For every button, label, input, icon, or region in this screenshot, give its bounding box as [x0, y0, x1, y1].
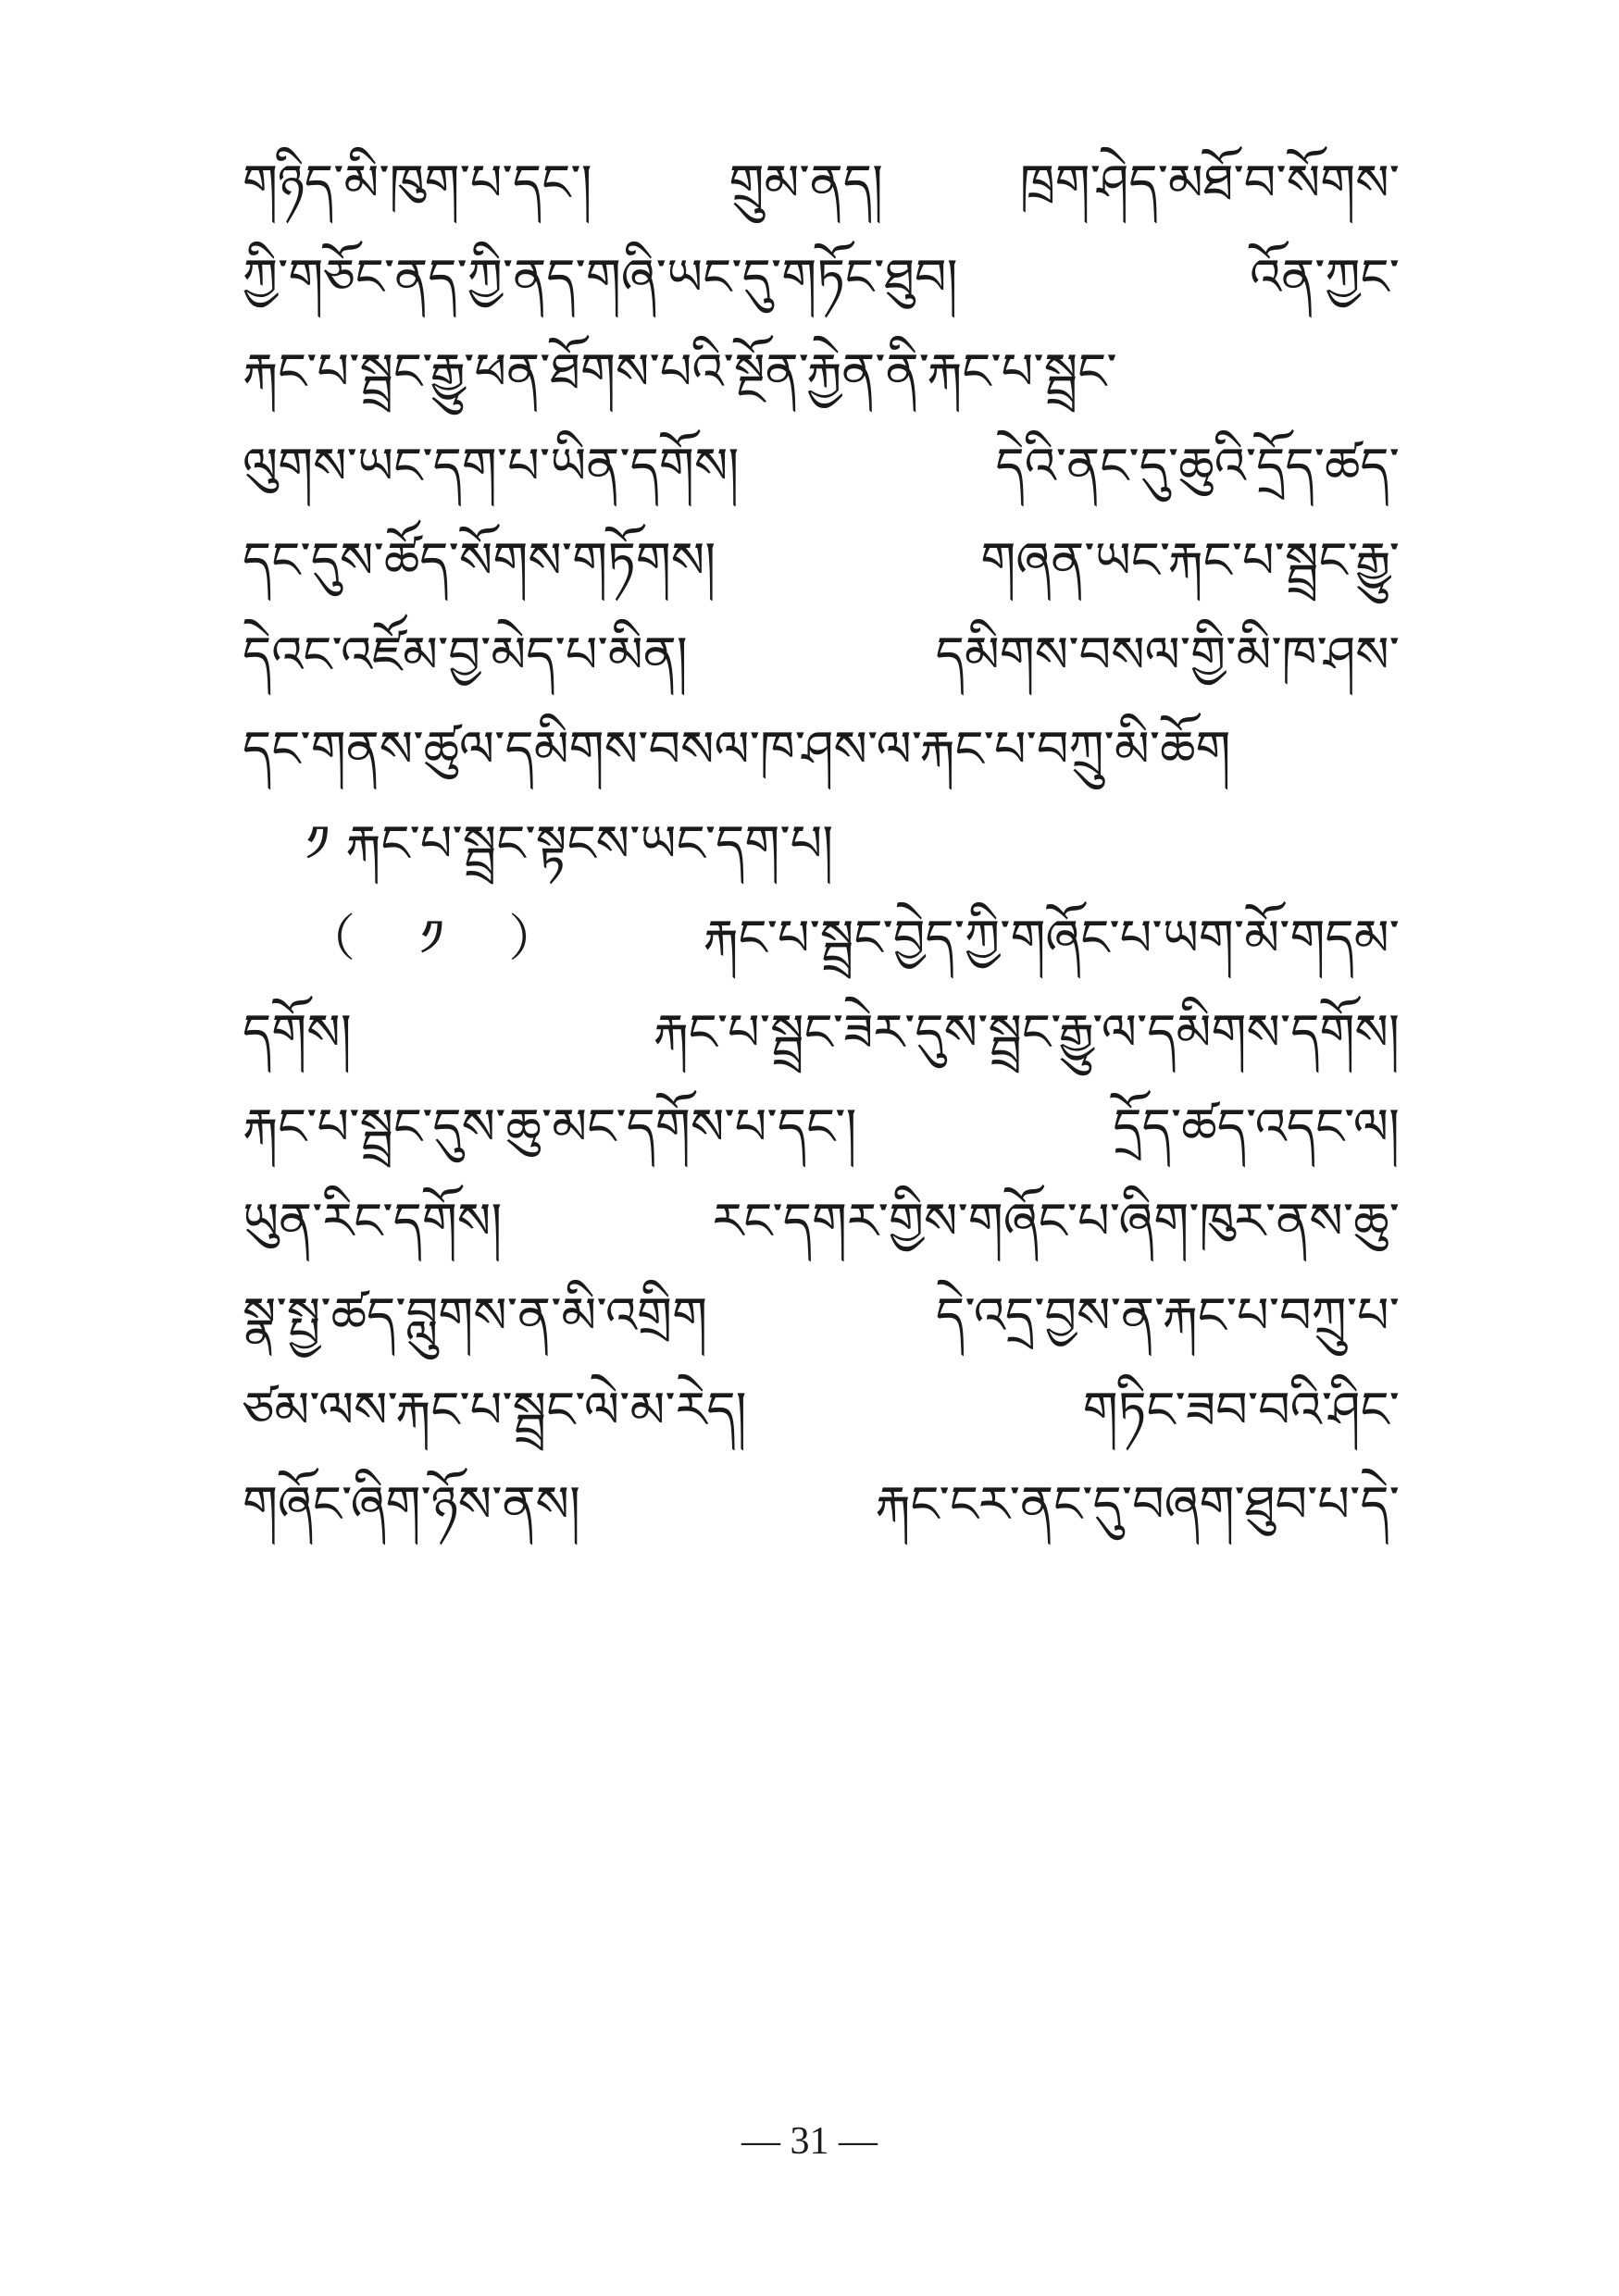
page-number: — 31 —	[741, 2120, 878, 2163]
body-line: དེའང་འཛོམ་བྱ་མེད་པ་མིན། དམིགས་བསལ་གྱི་མི་ཁ་ཤས་	[243, 626, 1400, 684]
body-line: ཀྱི་གཅོང་ནད་ཀྱི་ནད་གཞི་ཡང་དུ་གཏོང་ཐུབ། འོན་ཀྱང་	[243, 248, 1400, 306]
body-line: ཡུན་རིང་དགོས། རང་དགར་གྱིས་གཞོང་པ་ཞིག་ཁུར་ནས་ཆུ་	[243, 1192, 1400, 1250]
body-line: དང་དུས་ཚོད་སོགས་གཏོགས། གཞན་ཡང་རྐང་པ་སྦྲང་རྒྱུ་	[243, 531, 1400, 590]
body-line: སྣ་སྤྱ་ཚད་བླུགས་ན་མི་འགྲིག དེ་འདྲ་བྱས་ན་རྐང་པ་བཀྲུ་པ་	[243, 1286, 1400, 1345]
body-line: དང་གནས་ཚུལ་དམིགས་བསལ་ཁ་ཤས་ལ་རྐང་པ་བཀྲུ་མི་ཆོག	[243, 720, 1231, 778]
body-line: གཞོང་ཞིག་ཉོས་ནས། རྐང་ངར་ནང་དུ་བཞག་ཐུབ་པ་དེ་	[243, 1475, 1400, 1533]
body-line: ཙམ་ལས་རྐང་པ་སྦྲང་ལེ་མ་རེད། གཏིང་ཟབ་བའི་ཤིང་	[243, 1381, 1400, 1439]
body-line: རྐང་པ་སྦྲང་རྒྱུ་ཕན་ཐོགས་པའི་སྔོན་རྐྱེན་ནི་རྐང་པ་སྦྲང་	[243, 342, 1117, 401]
subsection-heading: （༡） རྐང་པ་སྦྲང་བྱེད་ཀྱི་གཞོང་པ་ཡག་མོ་གདམ་	[305, 909, 1400, 967]
body-line: དགོས། རྐང་པ་སྦྲང་ཟེར་དུས་སྦྲང་རྒྱུ་ལ་དམིགས་དགོས།	[243, 1003, 1400, 1061]
body-line: རྐང་པ་སྦྲང་དུས་ཆུ་མང་དགོས་པ་དང་། དྲོད་ཚད་འདང་ལ།	[243, 1098, 1400, 1156]
body-line: གཉིད་མི་ཁུག་པ་དང་། གྲུམ་ནད། ཁྲག་ཤེད་མཐོ་བ་སོགས་	[243, 154, 1400, 212]
section-heading: ༡ རྐང་པ་སྦྲང་སྟངས་ཡང་དག་པ།	[305, 814, 834, 873]
body-line: ལུགས་ཡང་དག་པ་ཡིན་དགོས། དེའི་ནང་དུ་ཆུའི་དྲོད་ཚད་	[243, 437, 1400, 495]
